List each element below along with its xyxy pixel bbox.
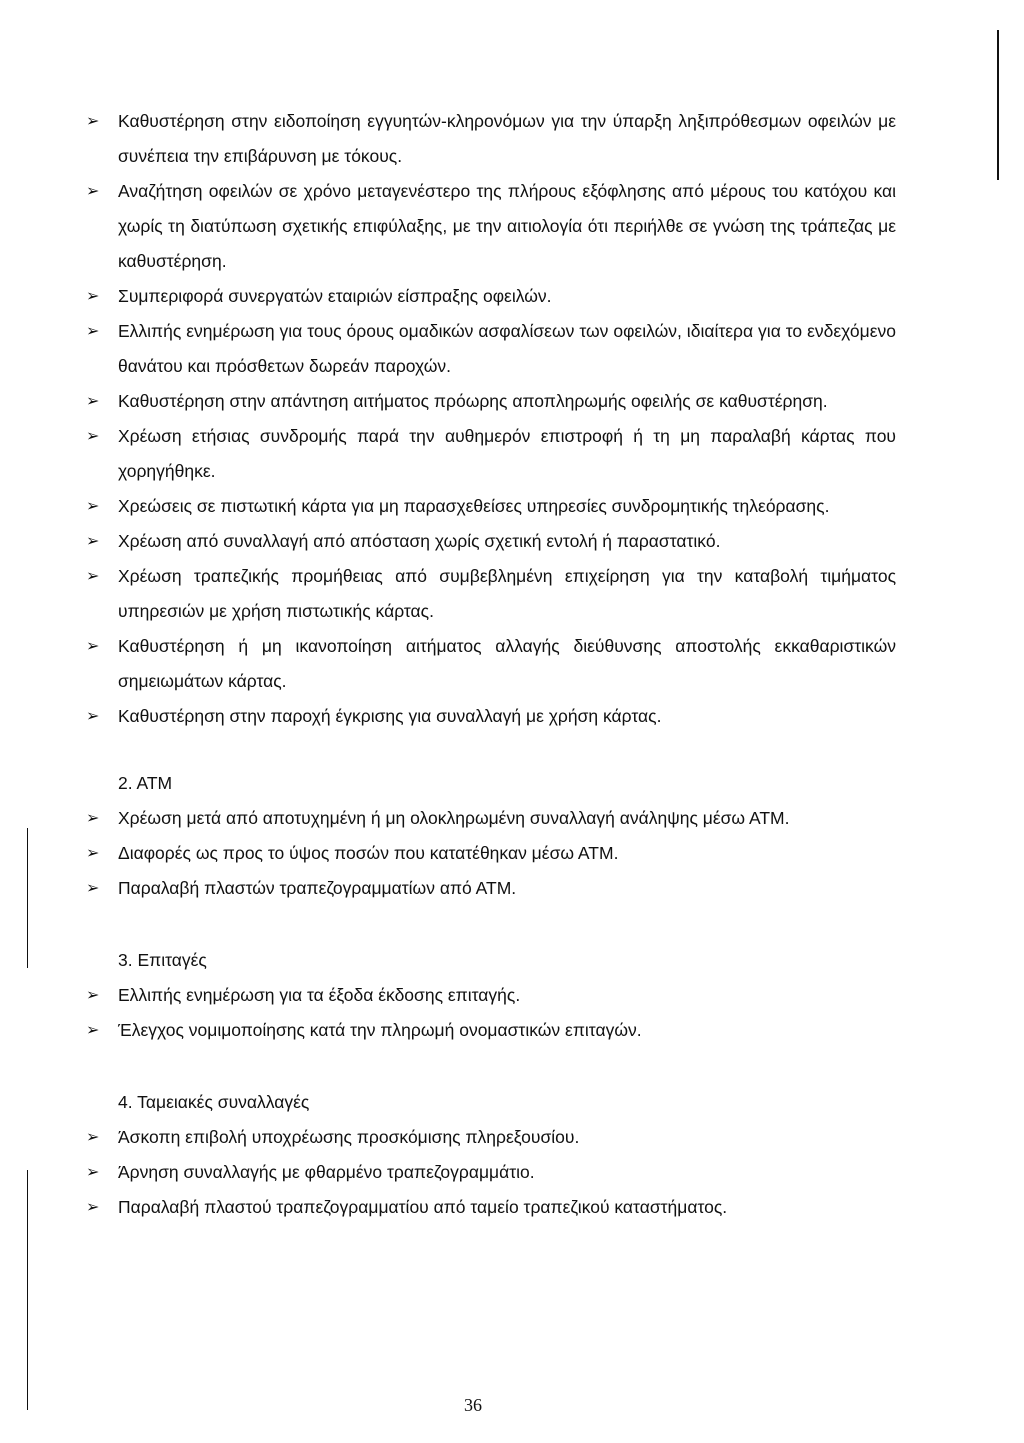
- section-cash-transactions: [86, 1085, 896, 1225]
- section-heading: 2. ATM: [118, 773, 173, 793]
- list-item-text: Χρέωση ετήσιας συνδρομής παρά την αυθημερόν επιστροφή ή τη μη παραλαβή κάρτας που χορηγήθηκε.: [118, 426, 896, 481]
- list-item: [86, 629, 896, 699]
- list-item-text: Άρνηση συναλλαγής με φθαρμένο τραπεζογραμμάτιο.: [118, 1162, 535, 1182]
- list-item-text: Αναζήτηση οφειλών σε χρόνο μεταγενέστερο της πλήρους εξόφλησης από μέρους του κατόχου και χωρίς τη διατύπωση σχετικής επιφύλαξης, με την αιτιολογία ότι περιήλθε σε γνώση της τράπεζας με καθυστέρηση.: [118, 181, 896, 271]
- page-number: 36: [464, 1395, 482, 1415]
- list-item-text: Συμπεριφορά συνεργατών εταιριών είσπραξης οφειλών.: [118, 286, 552, 306]
- list-item: [86, 314, 896, 384]
- arrow-bullet-icon: ➢: [86, 568, 100, 585]
- scan-edge-line-right: [997, 30, 999, 180]
- arrow-bullet-icon: ➢: [86, 987, 100, 1004]
- list-item: [86, 801, 896, 836]
- arrow-bullet-icon: ➢: [86, 1164, 100, 1181]
- list-item-text: Παραλαβή πλαστού τραπεζογραμματίου από ταμείο τραπεζικού καταστήματος.: [118, 1197, 728, 1217]
- arrow-bullet-icon: ➢: [86, 845, 100, 862]
- arrow-bullet-icon: ➢: [86, 1199, 100, 1216]
- list-item-text: Χρεώσεις σε πιστωτική κάρτα για μη παρασχεθείσες υπηρεσίες συνδρομητικής τηλεόρασης.: [118, 496, 830, 516]
- arrow-bullet-icon: ➢: [86, 638, 100, 655]
- section-heading: 3. Επιταγές: [118, 950, 207, 970]
- list-item: [86, 978, 896, 1013]
- scan-edge-line-left-top: [27, 828, 28, 968]
- list-item-text: Καθυστέρηση στην ειδοποίηση εγγυητών-κληρονόμων για την ύπαρξη ληξιπρόθεσμων οφειλών με συνέπεια την επιβάρυνση με τόκους.: [118, 111, 896, 166]
- arrow-bullet-icon: ➢: [86, 288, 100, 305]
- list-item-text: Χρέωση μετά από αποτυχημένη ή μη ολοκληρωμένη συναλλαγή ανάληψης μέσω ΑΤΜ.: [118, 808, 790, 828]
- list-item: [86, 1155, 896, 1190]
- list-item-text: Ελλιπής ενημέρωση για τους όρους ομαδικών ασφαλίσεων των οφειλών, ιδιαίτερα για το ενδεχόμενο θανάτου και πρόσθετων δωρεάν παροχών.: [118, 321, 896, 376]
- list-item: [86, 871, 896, 906]
- list-item-text: Καθυστέρηση στην παροχή έγκρισης για συναλλαγή με χρήση κάρτας.: [118, 706, 662, 726]
- list-item-text: Χρέωση από συναλλαγή από απόσταση χωρίς σχετική εντολή ή παραστατικό.: [118, 531, 721, 551]
- list-item: [86, 279, 896, 314]
- section-cheques: [86, 943, 896, 1048]
- document-body: [86, 104, 896, 1225]
- arrow-bullet-icon: ➢: [86, 183, 100, 200]
- arrow-bullet-icon: ➢: [86, 498, 100, 515]
- list-item: [86, 1120, 896, 1155]
- list-item: [86, 524, 896, 559]
- arrow-bullet-icon: ➢: [86, 708, 100, 725]
- list-item: [86, 419, 896, 489]
- section-heading: 4. Ταμειακές συναλλαγές: [118, 1092, 310, 1112]
- list-item-text: Καθυστέρηση στην απάντηση αιτήματος πρόωρης αποπληρωμής οφειλής σε καθυστέρηση.: [118, 391, 828, 411]
- list-item: [86, 104, 896, 174]
- list-item: [86, 1190, 896, 1225]
- list-item-text: Παραλαβή πλαστών τραπεζογραμματίων από ΑΤΜ.: [118, 878, 517, 898]
- list-item: [86, 699, 896, 734]
- list-item: [86, 174, 896, 279]
- list-item-text: Ελλιπής ενημέρωση για τα έξοδα έκδοσης επιταγής.: [118, 985, 521, 1005]
- list-item-text: Διαφορές ως προς το ύψος ποσών που κατατέθηκαν μέσω ΑΤΜ.: [118, 843, 619, 863]
- arrow-bullet-icon: ➢: [86, 323, 100, 340]
- list-item-text: Έλεγχος νομιμοποίησης κατά την πληρωμή ονομαστικών επιταγών.: [118, 1020, 642, 1040]
- arrow-bullet-icon: ➢: [86, 393, 100, 410]
- list-item: [86, 384, 896, 419]
- list-item: [86, 489, 896, 524]
- arrow-bullet-icon: ➢: [86, 1022, 100, 1039]
- arrow-bullet-icon: ➢: [86, 1129, 100, 1146]
- section-complaints-cards: [86, 104, 896, 734]
- list-item-text: Καθυστέρηση ή μη ικανοποίηση αιτήματος αλλαγής διεύθυνσης αποστολής εκκαθαριστικών σημειωμάτων κάρτας.: [118, 636, 896, 691]
- list-item-text: Χρέωση τραπεζικής προμήθειας από συμβεβλημένη επιχείρηση για την καταβολή τιμήματος υπηρεσιών με χρήση πιστωτικής κάρτας.: [118, 566, 896, 621]
- arrow-bullet-icon: ➢: [86, 113, 100, 130]
- list-item-text: Άσκοπη επιβολή υποχρέωσης προσκόμισης πληρεξουσίου.: [118, 1127, 580, 1147]
- arrow-bullet-icon: ➢: [86, 533, 100, 550]
- list-item: [86, 559, 896, 629]
- list-item: [86, 836, 896, 871]
- section-atm: [86, 766, 896, 906]
- list-item: [86, 1013, 896, 1048]
- arrow-bullet-icon: ➢: [86, 880, 100, 897]
- arrow-bullet-icon: ➢: [86, 428, 100, 445]
- arrow-bullet-icon: ➢: [86, 810, 100, 827]
- scan-edge-line-left-bottom: [27, 1170, 28, 1410]
